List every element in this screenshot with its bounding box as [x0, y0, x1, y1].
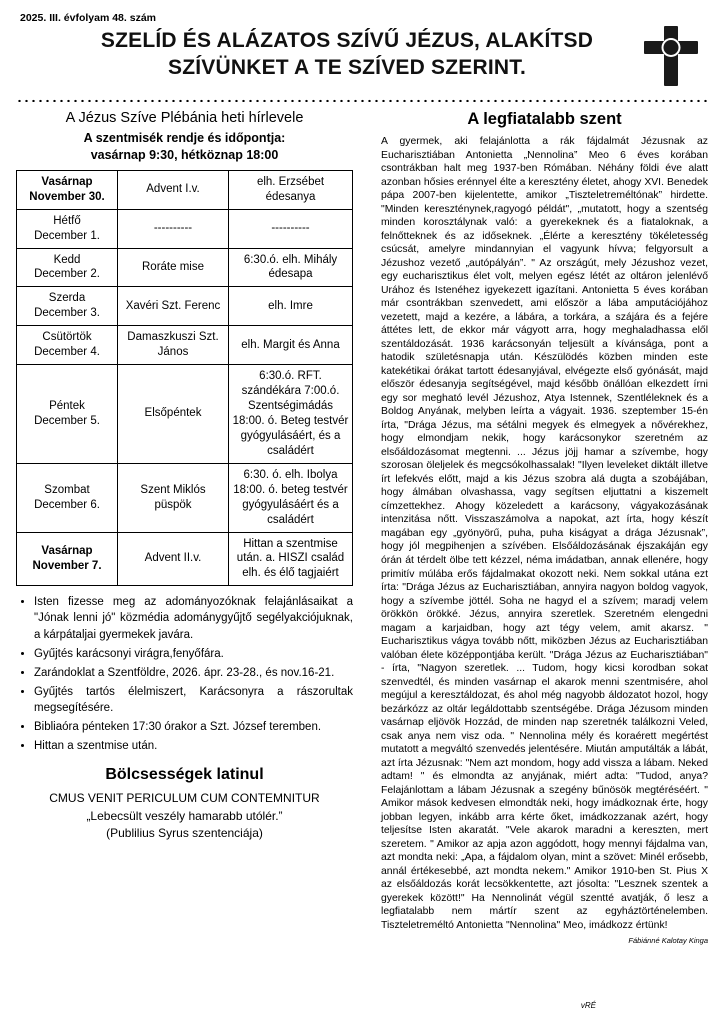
schedule-feast: ----------	[118, 209, 229, 248]
article-title: A legfiatalabb szent	[467, 110, 622, 128]
list-item: • Gyűjtés tartós élelmiszert, Karácsonyra a rászorultak megsegítésére.	[34, 684, 353, 716]
issue-number: 2025. III. évfolyam 48. szám	[20, 12, 156, 24]
article-author: Fábiánné Kalotay Kinga	[628, 936, 708, 946]
wisdom-section-title: Bölcsességek latinul	[105, 766, 264, 784]
article-body	[381, 135, 708, 932]
list-item: • Zarándoklat a Szentföldre, 2026. ápr. 23-28., és nov.16-21.	[34, 665, 353, 681]
schedule-feast: Advent II.v.	[118, 532, 229, 586]
list-item: • Hittan a szentmise után.	[34, 738, 353, 754]
content-columns	[16, 108, 708, 945]
table-row	[17, 287, 353, 326]
table-row	[17, 170, 353, 209]
table-row	[17, 209, 353, 248]
left-column	[16, 108, 353, 945]
schedule-day: Vasárnap November 7.	[17, 532, 118, 586]
footer-mark: vRÉ	[580, 1001, 596, 1010]
parish-newsletter-title: A Jézus Szíve Plébánia heti hírlevele	[65, 110, 304, 126]
schedule-note: 6:30.ó. elh. Mihály édesapa	[229, 248, 353, 287]
table-row	[17, 365, 353, 464]
schedule-note: elh. Erzsébet édesanya	[229, 170, 353, 209]
schedule-day: Szerda December 3.	[17, 287, 118, 326]
wisdom-source: (Publilius Syrus szentenciája)	[106, 825, 263, 840]
list-item: • Bibliaóra pénteken 17:30 órakor a Szt. József teremben.	[34, 719, 353, 735]
schedule-day: Vasárnap November 30.	[17, 170, 118, 209]
schedule-day: Csütörtök December 4.	[17, 326, 118, 365]
table-row	[17, 248, 353, 287]
schedule-feast: Advent I.v.	[118, 170, 229, 209]
mass-schedule-line-2: vasárnap 9:30, hétköznap 18:00	[90, 147, 279, 162]
schedule-feast: Szent Miklós püspök	[118, 463, 229, 532]
schedule-day: Péntek December 5.	[17, 365, 118, 464]
wisdom-section-body	[16, 790, 353, 842]
mass-schedule-subtitle	[16, 130, 353, 164]
wisdom-latin: CMUS VENIT PERICULUM CUM CONTEMNITUR	[49, 791, 320, 806]
schedule-day: Hétfő December 1.	[17, 209, 118, 248]
schedule-note: 6:30. ó. elh. Ibolya 18:00. ó. beteg testvér gyógyulásáért és a családért	[229, 463, 353, 532]
mass-schedule-line-1: A szentmisék rendje és időpontja:	[83, 131, 286, 145]
schedule-note: 6:30.ó. RFT. szándékára 7:00.ó. Szentségimádás 18:00. ó. Beteg testvér gyógyulásáért, és a családért	[229, 365, 353, 464]
schedule-note: Hittan a szentmise után. a. HISZI család elh. és élő tagjaiért	[229, 532, 353, 586]
table-row	[17, 463, 353, 532]
table-row	[17, 532, 353, 586]
schedule-table	[16, 170, 353, 587]
article-paragraph: A gyermek, aki felajánlotta a rák fájdalmát Jézusnak az Eucharisztiában Antonietta „Nennolina” Meo 6 éves korában csontrákban halt meg 1937-ben Rómában. Néhány földi éve alatt azonban hősies erénnyel élte a keresztény életet, ahogy XVI. Benedek pápa 2007-ben kijelentette, amikor „Tiszteletreméltónak” hirdette. "Minden kereszténynek,ragyogó példát", „mutatott, hogy a szentség minden korosztálynak való: a gyerekeknek és a fiataloknak, a felnőtteknek és az időseknek. „Élérte a keresztény tökéletesség csúcsát, amelyre mindannyian el vagyunk hívva; felgyorsult a Jézushoz vezető „autópályán”. " Az országút, mely Jézushoz vezet, egy eucharisztikus élet volt, melyen egész létét az oltáron jelenlévő Urához és Istenéhez igyekezett igazítani. Antonietta 5 éves korában már csontrákban szenvedett, ami először a lába amputációjához vezetett, majd a kezére, a lábára, a torkára, a szájára és a fejére áttétes lett, de ekkor már vágyott arra, hogy meghaladhassa elől szentáldozását. 1936 karácsonyán teljesült a kívánsága, pont a hatodik születésnapja után. Készülödés közben minden este katekétikai órákat tartott édesanyjával, elvégezte első gyónását, majd először édesanyja segítségével, majd később önállóan elkezdett írni egy sor megható levél Jézushoz, Atya Istennek, Szentléleknek és a Boldog Anyának, melyben leírta a vágyait. 1936. szeptember 15-én írta, "Drága Jézus, ma sétálni megyek és elmegyek a nővérekhez, hogy elmondjam nekik, hogy karácsonykor szeretném az elsőáldozásomat megtenni. ... Jézus jöjj hamar a szívembe, hogy szorosan öleljelek és megcsókolhassalak! "Ilyen leveleket diktált illetve írt lefekvés előtt, majd a kis Jézus szobra alá dugta a szobájában, hogy álmában olvashassa, vagy segítsen eljuttatni a kiszemelt címzettekhez. Ahogy közeledett a karácsony, vágyakozásának intenzitása nőtt. Visszaszámolva a napokat, azt írta, hogy készít magában egy „gyönyörű, puha, puha kiságyat a drága Jézusnak”, hogy jól megpihenjen a szívében. Elsőáldozásának éjszakáján egy órán át térdelt ölbe tett kézzel, néma imádatban, annak ellenére, hogy primitív múlába erős fájdalmakat okozott neki. Nem sokkal utána ezt írta: "Drága Jézus az Eucharisztiában, annyira nagyon boldog vagyok, hogy a szívembe jöttél. Soha ne hagyd el a szívem; maradj velem örökkön örökké. Jézus, annyira szeretlek. Szeretném elengedni magam a karjaidban, hogy azt tégy velem, amit akarsz. " Eucharisztikus vágya tovább nőtt, miközben Jézus az Eucharisztiában valóban élete középpontjába került. "Drága Jézus az Eucharisztiában" - írta, "Nagyon szeretlek. ... Tudom, hogy kicsi korodban sokat szenvedtél, és minden vasárnap el akarok menni szentmisére, ahol megújul a keresztáldozat, és ahol még nagyobb áldozatot hozol, hogy bezárkózz az oltár legáldottabb szentségébe. Drága Jézusom minden vasárnap eljövök Hozzád, de minden nap szeretnék találkozni Veled, csak anya nem visz oda. " Nennolina mély és koraérett megértést mutatott a megváltó szenvedés jelentésére. Miután amputálták a lábát, azt írta Jézusnak: "Nem azt mondom, hogy add vissza a lábam. Neked adtam! " és elmondta az anyjának, miért adta: "Tudod, anya? Felajánlottam a lábam Jézusnak a szegény bűnösök megtéréséért. " Amikor mások kedvesen elmondták neki, hogy imádkoznak érte, hogy jobban legyen, inkább arra kérte őket, imádkozzanak azért, hogy teljesítse Isten akaratát. "Vele akarok maradni a kereszten, mert szeretem. " Amikor az apja azon aggódott, hogy mennyi fájdalma van, azt mondta neki: „Apa, a fájdalom olyan, mint a szövet: Minél erősebb, annál értékesebbé, azt mondta nekem." Amikor 1910-ben St. Pius X az elsőáldozás korát lecsökkentette, azt jósolta: "Lesznek szentek a gyerekek között!" Ha Nennolinát végül szentté avatják, ő lesz a legfiatalabb nem mártír szent az egyháztörténelemben. Tiszteletreméltó Antonietta "Nennolina" Meo, imádkozz értünk!	[381, 136, 708, 931]
schedule-feast: Xavéri Szt. Ferenc	[118, 287, 229, 326]
schedule-feast: Damaszkuszi Szt. János	[118, 326, 229, 365]
wisdom-translation: „Lebecsült veszély hamarabb utólér.”	[86, 808, 283, 823]
schedule-note: ----------	[229, 209, 353, 248]
cross-icon	[640, 24, 702, 88]
list-item: • Gyűjtés karácsonyi virágra,fenyőfára.	[34, 646, 353, 662]
right-column	[381, 108, 708, 945]
list-item: • Isten fizesse meg az adományozóknak felajánlásaikat a "Jónak lenni jó" közmédia adománygyűjtő segélyakciójuknak, a kárpátaljai gyermekek javára.	[34, 594, 353, 642]
schedule-feast: Elsőpéntek	[118, 365, 229, 464]
divider-dotted	[16, 98, 708, 102]
schedule-note: elh. Imre	[229, 287, 353, 326]
schedule-day: Kedd December 2.	[17, 248, 118, 287]
schedule-feast: Roráte mise	[118, 248, 229, 287]
masthead-title: SZELÍD ÉS ALÁZATOS SZÍVŰ JÉZUS, ALAKÍTSD SZÍVÜNKET A TE SZÍVED SZERINT.	[100, 29, 594, 79]
schedule-table-body	[17, 170, 353, 586]
table-row	[17, 326, 353, 365]
masthead	[16, 28, 708, 90]
announcements-list	[16, 594, 353, 754]
schedule-day: Szombat December 6.	[17, 463, 118, 532]
schedule-note: elh. Margit és Anna	[229, 326, 353, 365]
